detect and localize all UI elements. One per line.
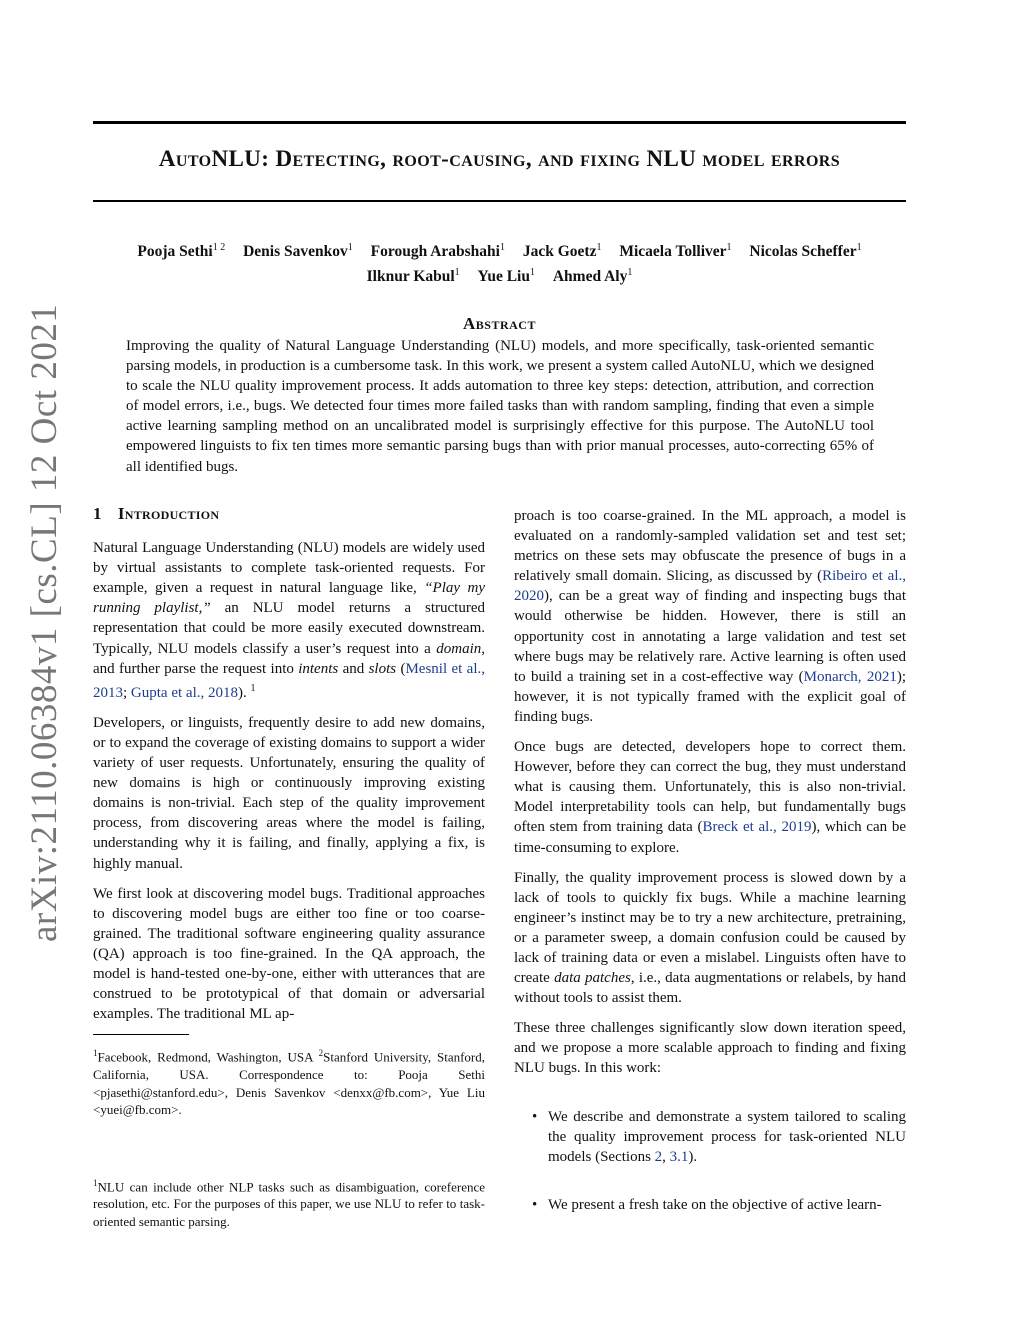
- paragraph: Developers, or linguists, frequently desire to add new domains, or to expand the coverage of existing domains to support a wider variety of user requests. Unfortunately, ensuring the quality of new domains is high or continuously improving existing domains is non-trivial. Each step of the quality improvement process, from discovering areas where the model is failing, understanding why it is failing, and finally, applying a fix, is highly manual.: [93, 714, 485, 872]
- author: Ahmed Aly$^1$: [552, 267, 633, 286]
- section-ref-link[interactable]: 2: [654, 1148, 663, 1165]
- paragraph: Once bugs are detected, developers hope to correct them. However, before they can correct the bug, they must understand what is causing them. Unfortunately, this is also non-trivial. Model interpretability tools can help, but fundamentally bugs often stem from training data (Breck et al., 2019), which can be time-consuming to explore.: [514, 739, 906, 856]
- title-bottom-rule: [93, 200, 906, 202]
- author: Yue Liu$^1$: [477, 267, 535, 286]
- author: Ilknur Kabul$^1$: [366, 267, 460, 286]
- author: Denis Savenkov$^1$: [243, 242, 353, 261]
- paragraph: Natural Language Understanding (NLU) models are widely used by virtual assistants to complete task-oriented requests. For example, given a request in natural language like, “Play my running playlist,” an NLU model returns a structured representation that could be more easily executed downstream. Typically, NLU models classify a user’s request into a domain, and further parse the request into intents and slots (Mesnil et al., 2013; Gupta et al., 2018). $^1$: [93, 540, 485, 701]
- footnote: $^1$NLU can include other NLP tasks such as disambiguation, coreference resolution, etc. For the purposes of this paper, we use NLU to refer to task-oriented semantic parsing.: [93, 1177, 485, 1229]
- paragraph: proach is too coarse-grained. In the ML approach, a model is evaluated on a randomly-sampled validation set and test set; metrics on these sets may obfuscate the presence of bugs in a relatively small domain. Slicing, as discussed by (Ribeiro et al., 2020), can be a great way of finding and inspecting bugs that would otherwise be hidden. However, there is still an opportunity cost in annotating a large validation and test set where bugs may be relatively rare. Active learning is often used to build a training set in a cost-effective way (Monarch, 2021); however, it is not typically framed with the explicit goal of finding bugs.: [514, 508, 906, 725]
- title-top-rule: [93, 121, 906, 124]
- paper-title: AutoNLU: Detecting, root-causing, and fixing NLU model errors: [158, 146, 841, 171]
- section-heading: 1 Introduction: [93, 504, 220, 523]
- author: Micaela Tolliver$^1$: [619, 242, 732, 261]
- author-line-1: [93, 237, 906, 262]
- abstract-text: Improving the quality of Natural Language Understanding (NLU) models, and more specifically, task-oriented semantic parsing models, in production is a cumbersome task. In this work, we present a system called AutoNLU, which we designed to scale the NLU quality improvement process. It adds automation to three key steps: detection, attribution, and correction of model errors, i.e., bugs. We detected four times more failed tasks than with random sampling, finding that even a simple active learning sampling method on an uncalibrated model is surprisingly effective for this purpose. The AutoNLU tool empowered linguists to fix ten times more semantic parsing bugs than with prior manual processes, auto-correcting 65% of all identified bugs.: [126, 338, 874, 475]
- paragraph: Finally, the quality improvement process is slowed down by a lack of tools to quickly fix bugs. While a machine learning engineer’s instinct may be to try a new architecture, pretraining, or a parameter sweep, a domain confusion could be caused by lack of training data or even a mislabel. Linguists often have to create data patches, i.e., data augmentations or relabels, by hand without tools to assist them.: [514, 869, 906, 1007]
- citation-link[interactable]: Mesnil et al., 2013: [93, 660, 485, 701]
- author: Pooja Sethi$^{1 2}$: [137, 242, 226, 261]
- citation-link[interactable]: Ribeiro et al., 2020: [514, 568, 906, 605]
- arxiv-identifier: arXiv:2110.06384v1 [cs.CL] 12 Oct 2021: [24, 303, 65, 942]
- author: Jack Goetz$^1$: [522, 242, 602, 261]
- citation-link[interactable]: Gupta et al., 2018: [130, 684, 238, 701]
- left-column: [93, 504, 485, 1240]
- bullet-icon: •: [532, 1108, 538, 1125]
- bullet-icon: •: [532, 1196, 538, 1213]
- affiliation-footnote: $^1$Facebook, Redmond, Washington, USA $^2$Stanford University, Stanford, California, USA. Correspondence to: Pooja Sethi <pjasethi@stanford.edu>, Denis Savenkov <denxx@fb.com>, Yue Liu <yuei@fb.com>.: [93, 1048, 485, 1118]
- citation-link[interactable]: Breck et al., 2019: [702, 819, 812, 836]
- abstract-heading: Abstract: [463, 314, 536, 333]
- footnote-rule: [93, 1034, 189, 1035]
- citation-link[interactable]: Monarch, 2021: [803, 668, 897, 685]
- contribution-list: [514, 1107, 906, 1215]
- author-list: [93, 237, 906, 287]
- author: Forough Arabshahi$^1$: [370, 242, 505, 261]
- right-column: [514, 506, 906, 1243]
- author: Nicolas Scheffer$^1$: [749, 242, 862, 261]
- list-item: • We describe and demonstrate a system tailored to scaling the quality improvement process for task-oriented NLU models (Sections 2, 3.1).: [532, 1108, 906, 1165]
- paragraph: We first look at discovering model bugs. Traditional approaches to discovering model bugs are either too fine or too coarse-grained. The traditional software engineering quality assurance (QA) approach is too fine-grained. In the QA approach, the model is hand-tested one-by-one, either with utterances that are construed to be prototypical of that domain or adversarial examples. The traditional ML ap-: [93, 885, 485, 1023]
- section-ref-link[interactable]: 3.1: [669, 1148, 689, 1165]
- footnote-marker[interactable]: 1: [250, 682, 256, 694]
- author-line-2: [93, 262, 906, 287]
- list-item: • We present a fresh take on the objective of active learn-: [514, 1195, 906, 1215]
- paragraph: These three challenges significantly slow down iteration speed, and we propose a more scalable approach to finding and fixing NLU bugs. In this work:: [514, 1020, 906, 1077]
